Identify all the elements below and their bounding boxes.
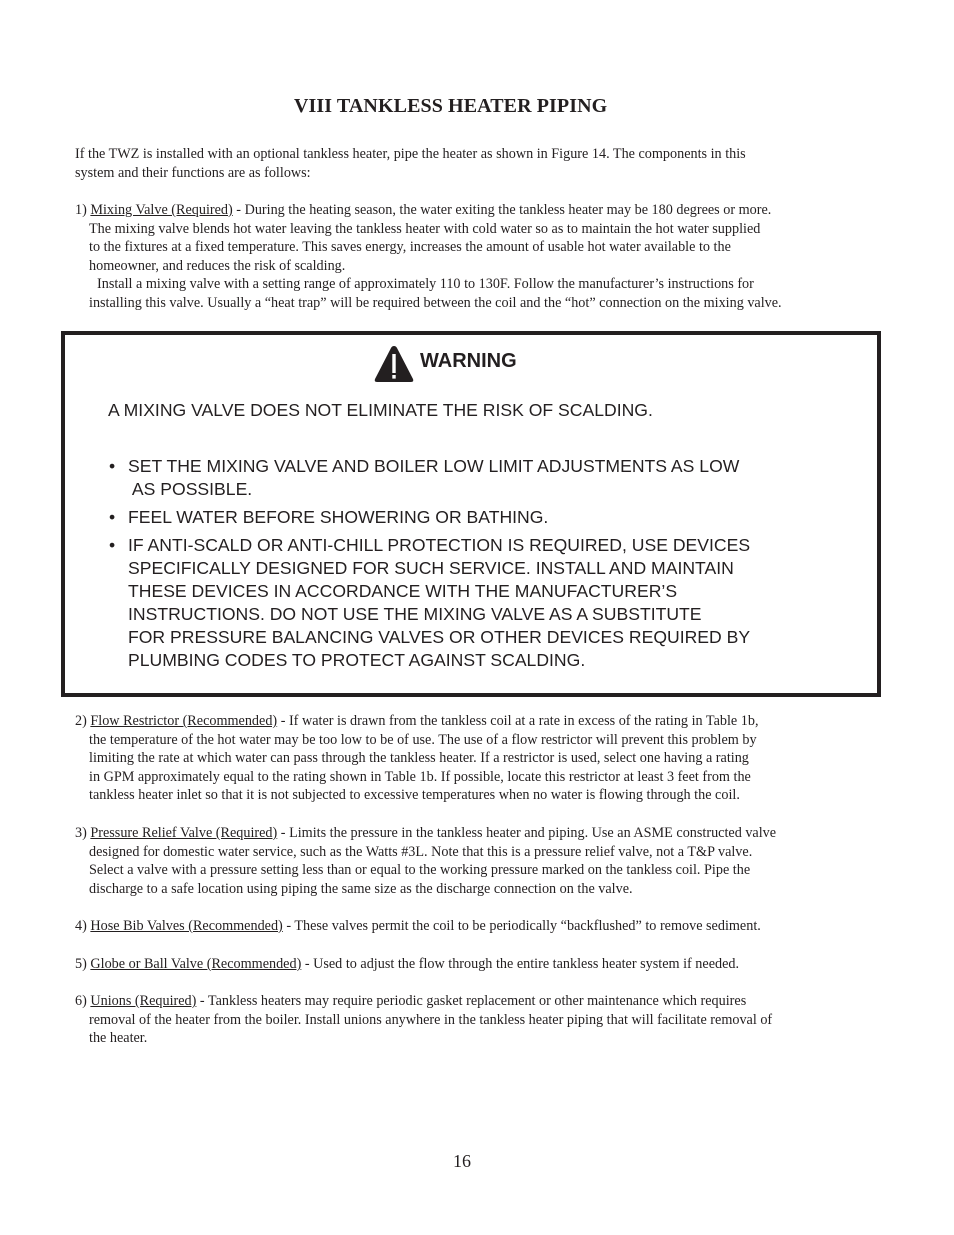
item-number: 1): [75, 202, 91, 218]
warning-header: [373, 342, 517, 386]
warning-statement: A MIXING VALVE DOES NOT ELIMINATE THE RISK OF SCALDING.: [108, 400, 653, 420]
item-text: limiting the rate at which water can pass through the tankless heater. If a restrictor is used, select one having a rating: [89, 750, 749, 767]
item-text: - These valves permit the coil to be periodically “backflushed” to remove sediment.: [282, 918, 761, 934]
item-label: Pressure Relief Valve (Required): [90, 825, 278, 841]
item-label: Globe or Ball Valve (Recommended): [90, 956, 302, 972]
bullet-marker: •: [109, 507, 116, 527]
item-text: - Limits the pressure in the tankless heater and piping. Use an ASME constructed valve: [277, 825, 777, 841]
item-text: removal of the heater from the boiler. Install unions anywhere in the tankless heater piping that will facilitate removal of: [89, 1011, 773, 1028]
item-text: the temperature of the hot water may be too low to be of use. The use of a flow restrictor will prevent this problem by: [89, 731, 757, 748]
item-text: The mixing valve blends hot water leaving the tankless heater with cold water so as to maintain the hot water supplied: [89, 220, 761, 237]
item-pressure-relief-valve: [75, 824, 865, 898]
item-text: tankless heater inlet so that it is not subjected to excessive temperatures when no water is flowing through the coil.: [89, 787, 740, 804]
item-text: in GPM approximately equal to the rating shown in Table 1b. If possible, locate this restrictor at least 3 feet from the: [89, 768, 751, 785]
item-label: Mixing Valve (Required): [90, 202, 233, 218]
intro-line-2: system and their functions are as follows:: [75, 164, 311, 181]
item-number: 4): [75, 918, 91, 934]
bullet-marker: •: [109, 456, 116, 476]
item-label: Unions (Required): [90, 993, 197, 1009]
warning-bullet-1: SET THE MIXING VALVE AND BOILER LOW LIMIT ADJUSTMENTS AS LOW AS POSSIBLE.: [128, 456, 740, 499]
warning-triangle-icon: [373, 344, 415, 384]
item-text: - During the heating season, the water exiting the tankless heater may be 180 degrees or more.: [232, 202, 772, 218]
item-number: 5): [75, 956, 91, 972]
item-text: Install a mixing valve with a setting range of approximately 110 to 130F. Follow the manufacturer’s instructions for: [97, 276, 754, 293]
item-hose-bib-valves: [75, 917, 865, 936]
warning-heading: WARNING: [420, 349, 517, 372]
item-number: 2): [75, 713, 91, 729]
item-globe-ball-valve: [75, 955, 865, 974]
intro-line-1: If the TWZ is installed with an optional tankless heater, pipe the heater as shown in Figure 14. The components in this: [75, 146, 746, 162]
item-label: Flow Restrictor (Recommended): [90, 713, 278, 729]
item-text: the heater.: [89, 1030, 148, 1047]
item-text: discharge to a safe location using piping the same size as the discharge connection on the valve.: [89, 880, 633, 897]
item-number: 6): [75, 993, 91, 1009]
item-text: designed for domestic water service, such as the Watts #3L. Note that this is a pressure relief valve, not a T&P valve.: [89, 843, 753, 860]
item-text: homeowner, and reduces the risk of scalding.: [89, 257, 346, 274]
item-text: installing this valve. Usually a “heat trap” will be required between the coil and the “hot” connection on the mixing valve.: [89, 294, 782, 311]
intro-paragraph: [75, 145, 865, 182]
warning-bullet-2: FEEL WATER BEFORE SHOWERING OR BATHING.: [128, 507, 549, 527]
item-label: Hose Bib Valves (Recommended): [90, 918, 283, 934]
section-title: VIII TANKLESS HEATER PIPING: [294, 95, 608, 117]
page-number: 16: [453, 1151, 471, 1171]
warning-box: [61, 331, 881, 697]
item-text: to the fixtures at a fixed temperature. This saves energy, increases the amount of usable hot water available to the: [89, 239, 731, 256]
item-text: - Used to adjust the flow through the entire tankless heater system if needed.: [301, 956, 740, 972]
item-unions: [75, 992, 865, 1048]
item-mixing-valve: [75, 201, 865, 313]
warning-bullet-3: IF ANTI-SCALD OR ANTI-CHILL PROTECTION IS REQUIRED, USE DEVICES SPECIFICALLY DESIGNED FOR SUCH SERVICE. INSTALL AND MAINTAIN THESE DEVICES IN ACCORDANCE WITH THE MANUFACTURER’S INSTRUCTIONS. DO NOT USE THE MIXING VALVE AS A SUBSTITUTE FOR PRESSURE BALANCING VALVES OR OTHER DEVICES REQUIRED BY PLUMBING CODES TO PROTECT AGAINST SCALDING.: [128, 535, 751, 670]
item-text: - Tankless heaters may require periodic gasket replacement or other maintenance which requires: [196, 993, 747, 1009]
item-text: - If water is drawn from the tankless coil at a rate in excess of the rating in Table 1b,: [277, 713, 759, 729]
bullet-marker: •: [109, 535, 116, 555]
item-text: Select a valve with a pressure setting less than or equal to the working pressure marked on the tankless coil. Pipe the: [89, 862, 751, 879]
item-number: 3): [75, 825, 91, 841]
item-flow-restrictor: [75, 712, 865, 805]
